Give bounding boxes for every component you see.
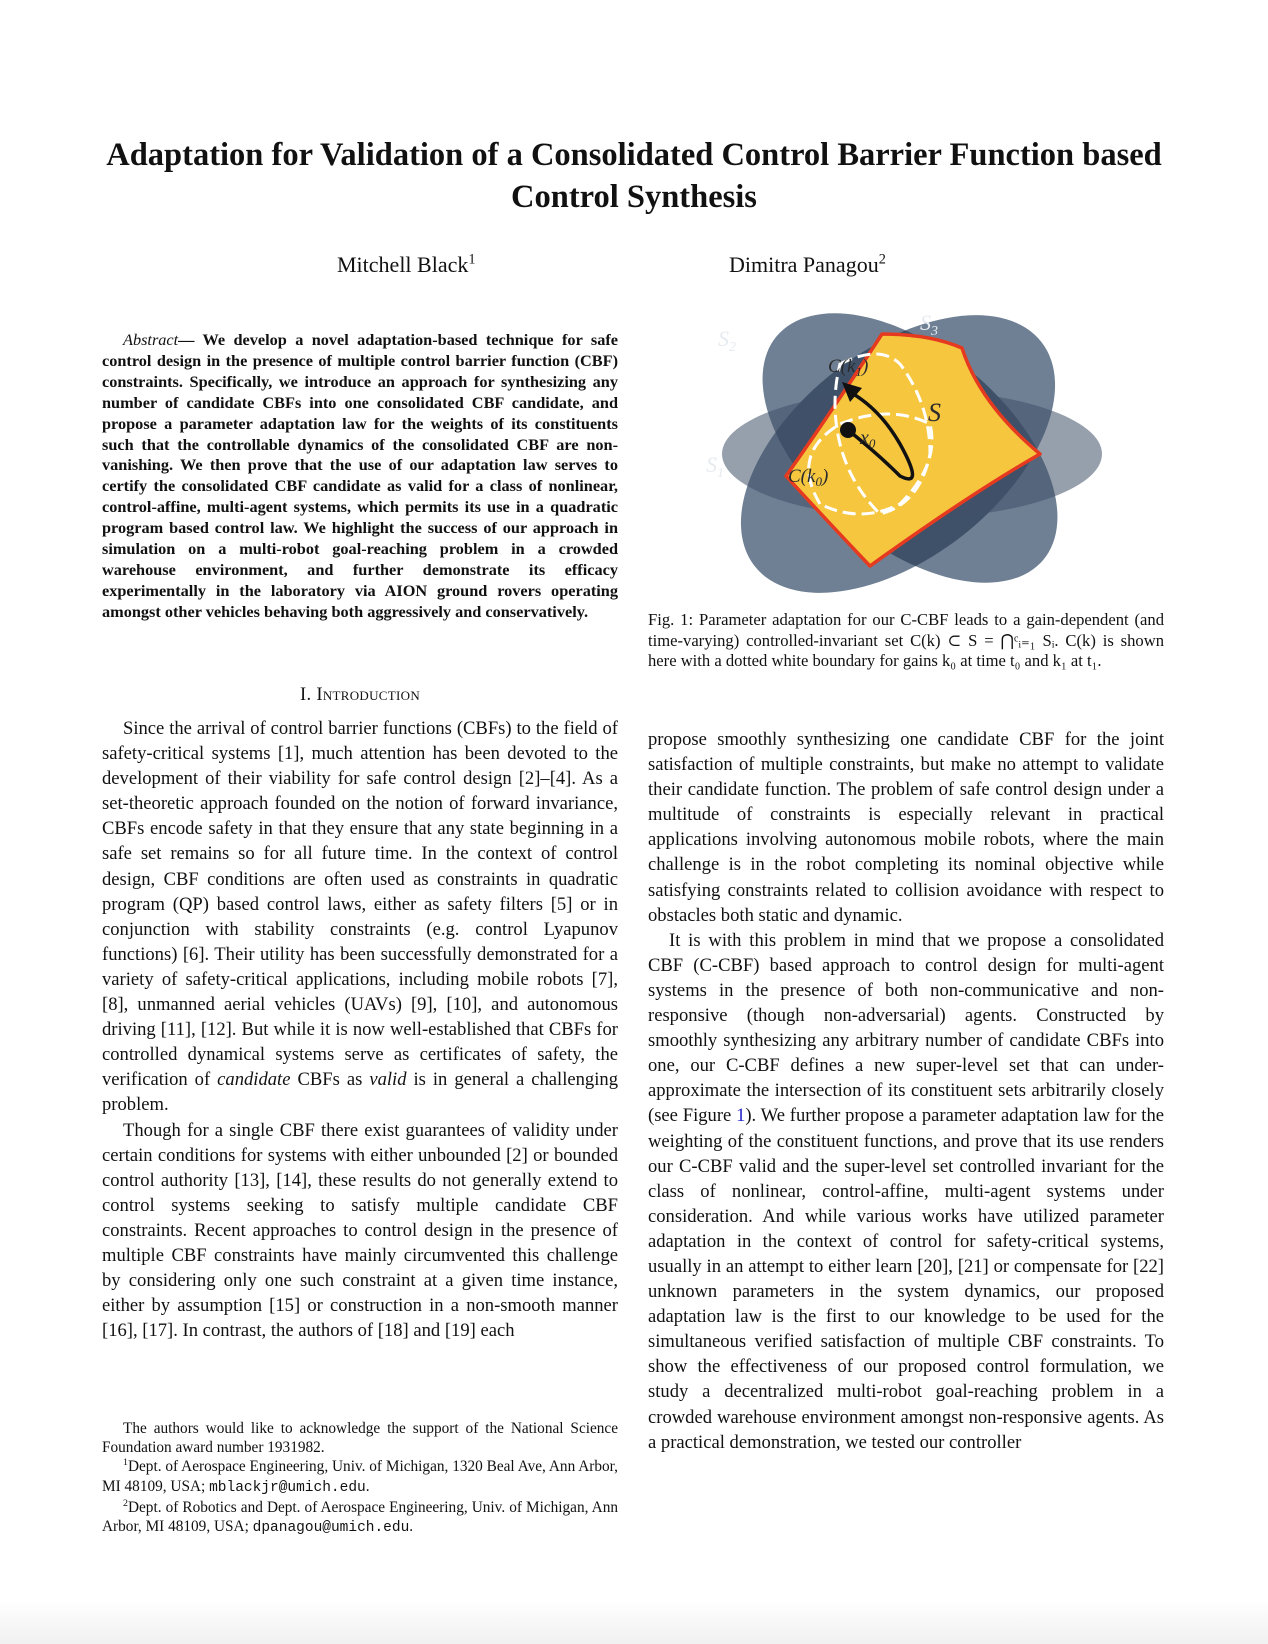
section-heading-introduction <box>102 684 618 706</box>
footnote-1-mark: 1 <box>123 1457 128 1469</box>
author-1 <box>337 252 476 278</box>
abstract <box>102 330 618 623</box>
initial-state-dot <box>840 422 856 438</box>
intro-p1-emphasis-candidate: candidate <box>217 1069 291 1091</box>
footnote-2-mark: 2 <box>123 1497 128 1509</box>
label-s2: $S_2$ <box>718 326 736 355</box>
right-p2-text-a: It is with this problem in mind that we propose a consolidated CBF (C-CBF) based approach to control design for multi-agent systems in the presence of both non-communicative and non-responsive (though non-adversarial) agents. Constructed by smoothly synthesizing any arbitrary number of candidate CBFs into one, our C-CBF defines a new super-level set that can under-approximate the intersection of its constituent sets arbitrarily closely (see Figure <box>648 929 1164 1127</box>
intro-paragraph-2: Though for a single CBF there exist guarantees of validity under certain conditions for systems with either unbounded [2] or bounded control authority [13], [14], these results do not generally extend to control systems seeking to satisfy multiple candidate CBF constraints. Recent approaches to control design in the presence of multiple CBF constraints have mainly circumvented this challenge by considering only one such constraint at a given time instance, either by assumption [15] or construction in a non-smooth manner [16], [17]. In contrast, the authors of [18] and [19] each <box>102 1119 618 1342</box>
author-1-name: Mitchell Black <box>337 252 469 277</box>
figure-1-caption: Fig. 1: Parameter adaptation for our C-CBF leads to a gain-dependent (and time-varying) controlled-invariant set C(k) ⊂ S = ⋂ᶜᵢ₌₁ Sᵢ. C(k) is shown here with a dotted white boundary for gains k₀ at time t₀ and k₁ at t₁. <box>648 610 1164 671</box>
footnote-1-text: Dept. of Aerospace Engineering, Univ. of Michigan, 1320 Beal Ave, Ann Arbor, MI 48109, USA; <box>102 1458 618 1495</box>
intro-p1-text-c: is in general a challenging problem. <box>102 1069 618 1116</box>
label-c-k0: $C(k_0)$ <box>788 466 829 489</box>
paper-title: Adaptation for Validation of a Consolidated Control Barrier Function based Control Synthesis <box>106 137 1162 215</box>
footnote-2-email[interactable]: dpanagou@umich.edu <box>252 1520 410 1537</box>
author-2-affiliation-mark: 2 <box>878 251 886 268</box>
intro-paragraph-1 <box>102 716 618 1118</box>
section-title: Introduction <box>316 684 421 705</box>
footnote-2 <box>102 1498 618 1538</box>
footnote-1 <box>102 1457 618 1497</box>
right-paragraph-1: propose smoothly synthesizing one candidate CBF for the joint satisfaction of multiple constraints, but make no attempt to validate their candidate function. The problem of safe control design under a multitude of constraints is especially relevant in practical applications involving autonomous mobile robots, where the main challenge is in the robot completing its nominal objective while satisfying constraints related to collision avoidance with respect to obstacles both static and dynamic. <box>648 729 1164 926</box>
author-2-name: Dimitra Panagou <box>729 252 879 277</box>
right-column-body <box>648 727 1164 1455</box>
label-s1: $S_1$ <box>706 452 724 481</box>
label-s: S <box>928 398 941 427</box>
author-2 <box>729 252 886 278</box>
right-paragraph-2 <box>648 928 1164 1455</box>
intro-p1-text-b: CBFs as <box>290 1069 370 1091</box>
footnote-2-text: Dept. of Robotics and Dept. of Aerospace Engineering, Univ. of Michigan, Ann Arbor, MI 48109, USA; <box>102 1498 618 1536</box>
footnotes <box>102 1419 618 1538</box>
abstract-lead: Abstract <box>123 330 179 349</box>
footnote-acknowledgment: The authors would like to acknowledge the support of the National Science Foundation award number 1931982. <box>102 1420 618 1457</box>
section-numeral: I. <box>299 684 317 705</box>
label-c-k1: $C(k_1)$ <box>828 356 869 379</box>
right-p2-text-b: ). We further propose a parameter adaptation law for the weighting of the constituent functions, and prove that its use renders our C-CBF valid and the super-level set controlled invariant for the class of nonlinear, control-affine, multi-agent systems under consideration. And while various works have utilized parameter adaptation in the context of control for safety-critical systems, usually in an attempt to either learn [20], [21] or compensate for [22] unknown parameters in the system dynamics, our proposed adaptation law is the first to our knowledge to be used for the simultaneous verified satisfaction of multiple CBF constraints. To show the effectiveness of our proposed control formulation, we study a decentralized multi-robot goal-reaching problem in a crowded warehouse environment amongst non-responsive agents. As a practical demonstration, we tested our controller <box>648 1105 1164 1453</box>
left-column-body <box>102 716 618 1343</box>
footnote-1-email[interactable]: mblackjr@umich.edu <box>209 1479 366 1496</box>
footnote-2-period: . <box>409 1518 414 1536</box>
label-s3: $S_3$ <box>920 310 938 339</box>
intro-p1-text-a: Since the arrival of control barrier functions (CBFs) to the field of safety-critical systems [1], much attention has been devoted to the development of their viability for safe control design [2]–[4]. As a set-theoretic approach founded on the notion of forward invariance, CBFs encode safety in that they ensure that any state beginning in a safe set remains so for all future time. In the context of control design, CBF conditions are often used as constraints in quadratic program (QP) based control laws, either as safety filters [5] or in conjunction with stability constraints (e.g. control Lyapunov functions) [6]. Their utility has been successfully demonstrated for a variety of safety-critical applications, including mobile robots [7], [8], unmanned aerial vehicles (UAVs) [9], [10], and autonomous driving [11], [12]. But while it is now well-established that CBFs for controlled dynamical systems serve as certificates of safety, the verification of <box>102 718 618 1091</box>
author-1-affiliation-mark: 1 <box>468 251 476 268</box>
figure-1-diagram <box>700 304 1105 596</box>
page-bottom-shadow <box>0 1600 1268 1644</box>
footnote-1-period: . <box>365 1477 370 1495</box>
intro-p1-emphasis-valid: valid <box>369 1069 407 1091</box>
figure-1-reference-link[interactable]: 1 <box>736 1105 746 1127</box>
label-x0: $x_0$ <box>860 427 876 451</box>
abstract-dash: — <box>178 330 203 349</box>
abstract-body: We develop a novel adaptation-based technique for safe control design in the presence of multiple control barrier function (CBF) constraints. Specifically, we introduce an approach for synthesizing any number of candidate CBFs into one consolidated CBF candidate, and propose a parameter adaptation law for the weights of its constituents such that the controllable dynamics of the consolidated CBF are non-vanishing. We then prove that the use of our adaptation law serves to certify the consolidated CBF candidate as valid for a class of nonlinear, control-affine, multi-agent systems, which permits its use in a quadratic program based control law. We highlight the success of our approach in simulation on a multi-robot goal-reaching problem in a crowded warehouse environment, and further demonstrate its efficacy experimentally in the laboratory via AION ground rovers operating amongst other vehicles behaving both aggressively and conservatively. <box>102 330 618 621</box>
